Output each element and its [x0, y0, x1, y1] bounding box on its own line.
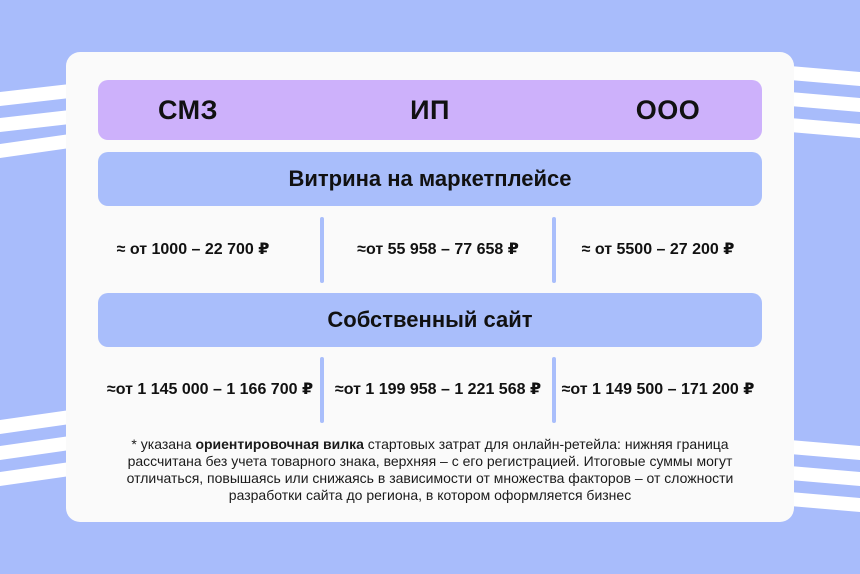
info-card: [66, 52, 794, 522]
header-ip: ИП: [410, 95, 450, 125]
price-ooo-marketplace: ≈ от 5500 – 27 200 ₽: [581, 241, 735, 258]
section-title-own-site: Собственный сайт: [98, 293, 762, 347]
footnote-text: стартовых затрат для онлайн-ретейла: нижняя граница рассчитана без учета товарного знака, верхняя – с его регистрацией. Итоговые суммы могут отличаться, повышаясь или снижаясь в зависимости от множества факторов – от сложности разработки сайта до региона, в котором оформляется бизнес: [126, 436, 734, 503]
business-type-header: [98, 80, 762, 140]
price-row-own-site: [98, 357, 762, 423]
price-ooo-own-site: ≈от 1 149 500 – 171 200 ₽: [561, 381, 755, 398]
footnote-bold: ориентировочная вилка: [195, 436, 364, 452]
footnote: [106, 436, 754, 504]
header-ooo: ООО: [635, 95, 701, 125]
price-ip-own-site: ≈от 1 199 958 – 1 221 568 ₽: [334, 381, 542, 398]
price-row-marketplace: [98, 217, 762, 283]
price-smz-own-site: ≈от 1 145 000 – 1 166 700 ₽: [106, 381, 314, 398]
price-ip-marketplace: ≈от 55 958 – 77 658 ₽: [357, 241, 519, 258]
footnote-prefix: * указана: [131, 436, 196, 452]
section-title-marketplace: Витрина на маркетплейсе: [98, 152, 762, 206]
header-smz: СМЗ: [157, 95, 219, 125]
price-smz-marketplace: ≈ от 1000 – 22 700 ₽: [116, 241, 270, 258]
